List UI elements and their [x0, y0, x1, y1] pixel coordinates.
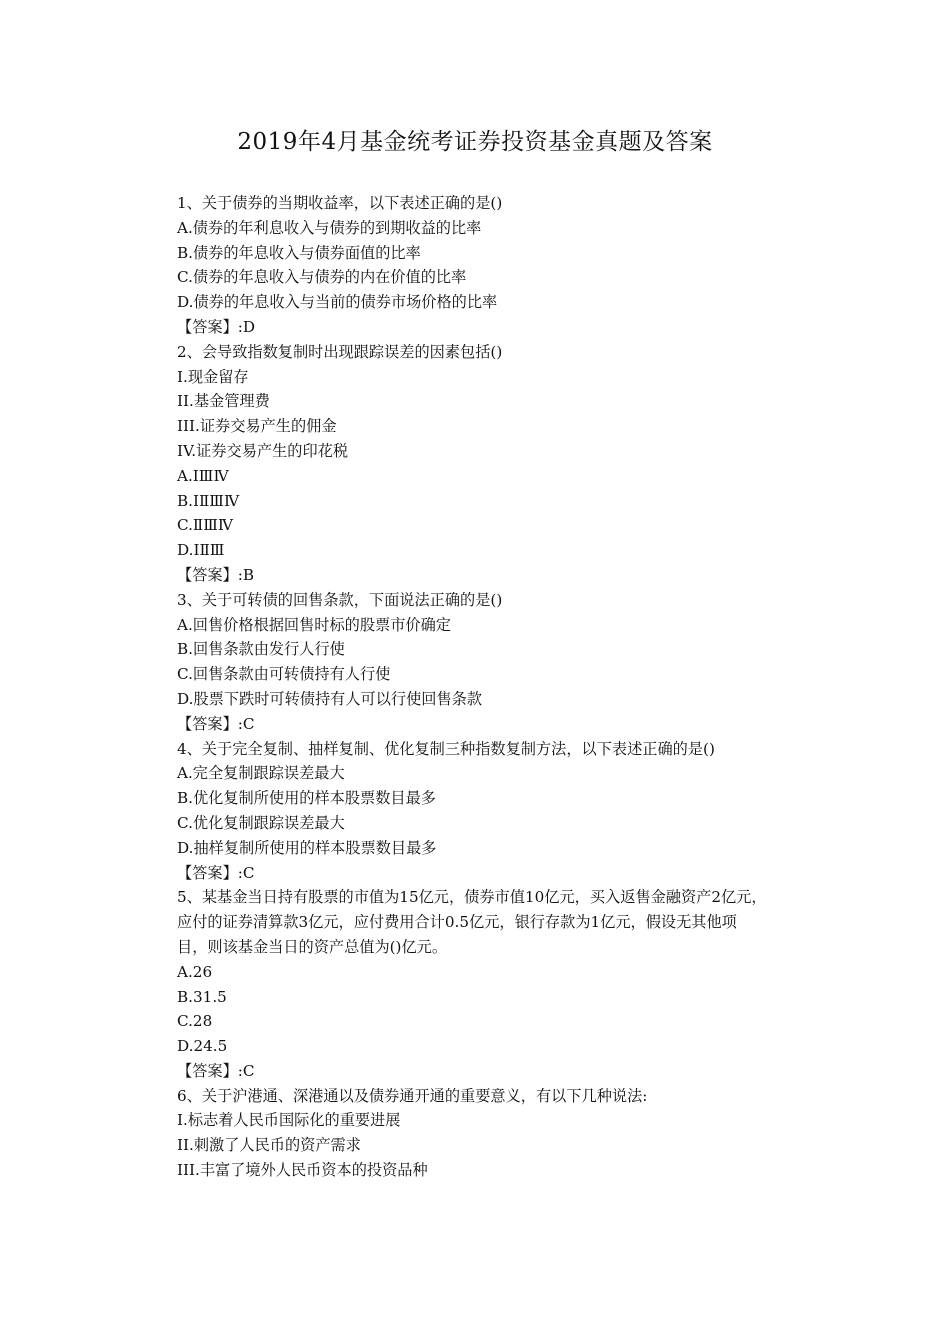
option-c: C.28 — [177, 1012, 213, 1031]
question-stem: 2、会导致指数复制时出现跟踪误差的因素包括() — [177, 342, 503, 361]
option-a: A.ⅠⅢⅣ — [177, 466, 229, 485]
option-d: D.24.5 — [177, 1037, 228, 1056]
question-stem: 1、关于债券的当期收益率，以下表述正确的是() — [177, 194, 503, 212]
option-a: A.回售价格根据回售时标的股票市价确定 — [177, 615, 451, 634]
question-6 — [177, 1084, 767, 1183]
option-b: B.31.5 — [177, 987, 227, 1006]
question-stem: 6、关于沪港通、深港通以及债券通开通的重要意义，有以下几种说法: — [177, 1086, 648, 1105]
question-4 — [177, 737, 767, 886]
document-body — [177, 191, 767, 1183]
option-c: C.优化复制跟踪误差最大 — [177, 813, 345, 832]
option-d: D.债券的年息收入与当前的债券市场价格的比率 — [177, 293, 498, 312]
statement-ii: II.基金管理费 — [177, 392, 270, 411]
question-stem: 3、关于可转债的回售条款，下面说法正确的是() — [177, 590, 503, 609]
answer: 【答案】:C — [177, 714, 255, 733]
option-b: B.债券的年息收入与债券面值的比率 — [177, 243, 421, 262]
statement-i: I.标志着人民币国际化的重要进展 — [177, 1111, 401, 1130]
document-title: 2019年4月基金统考证券投资基金真题及答案 — [237, 129, 713, 155]
option-b: B.ⅠⅡⅢⅣ — [177, 491, 240, 510]
question-2 — [177, 340, 767, 588]
question-stem: 5、某基金当日持有股票的市值为15亿元，债券市值10亿元，买入返售金融资产2亿元，应付的证券清算款3亿元，应付费用合计0.5亿元，银行存款为1亿元，假设无其他项目，则该基金当日的资产总值为()亿元。 — [177, 888, 767, 956]
option-b: B.回售条款由发行人行使 — [177, 640, 345, 659]
question-stem: 4、关于完全复制、抽样复制、优化复制三种指数复制方法，以下表述正确的是() — [177, 739, 715, 758]
option-c: C.债券的年息收入与债券的内在价值的比率 — [177, 268, 467, 287]
statement-iii: III.丰富了境外人民币资本的投资品种 — [177, 1161, 428, 1180]
option-d: D.ⅠⅡⅢ — [177, 541, 225, 560]
option-d: D.股票下跌时可转债持有人可以行使回售条款 — [177, 689, 483, 708]
option-b: B.优化复制所使用的样本股票数目最多 — [177, 789, 436, 808]
question-5 — [177, 885, 767, 1083]
answer: 【答案】:C — [177, 863, 255, 882]
option-d: D.抽样复制所使用的样本股票数目最多 — [177, 838, 437, 857]
answer: 【答案】:C — [177, 1061, 255, 1080]
statement-i: I.现金留存 — [177, 367, 249, 386]
option-a: A.债券的年利息收入与债券的到期收益的比率 — [177, 218, 482, 237]
statement-ii: II.刺激了人民币的资产需求 — [177, 1136, 361, 1155]
option-c: C.回售条款由可转债持有人行使 — [177, 665, 391, 684]
question-3 — [177, 588, 767, 737]
answer: 【答案】:D — [177, 317, 256, 336]
option-c: C.ⅡⅢⅣ — [177, 516, 234, 535]
option-a: A.完全复制跟踪误差最大 — [177, 764, 345, 783]
statement-iii: III.证券交易产生的佣金 — [177, 417, 337, 436]
option-a: A.26 — [177, 962, 213, 981]
answer: 【答案】:B — [177, 565, 255, 584]
question-1 — [177, 191, 767, 340]
statement-iv: IV.证券交易产生的印花税 — [177, 441, 349, 460]
